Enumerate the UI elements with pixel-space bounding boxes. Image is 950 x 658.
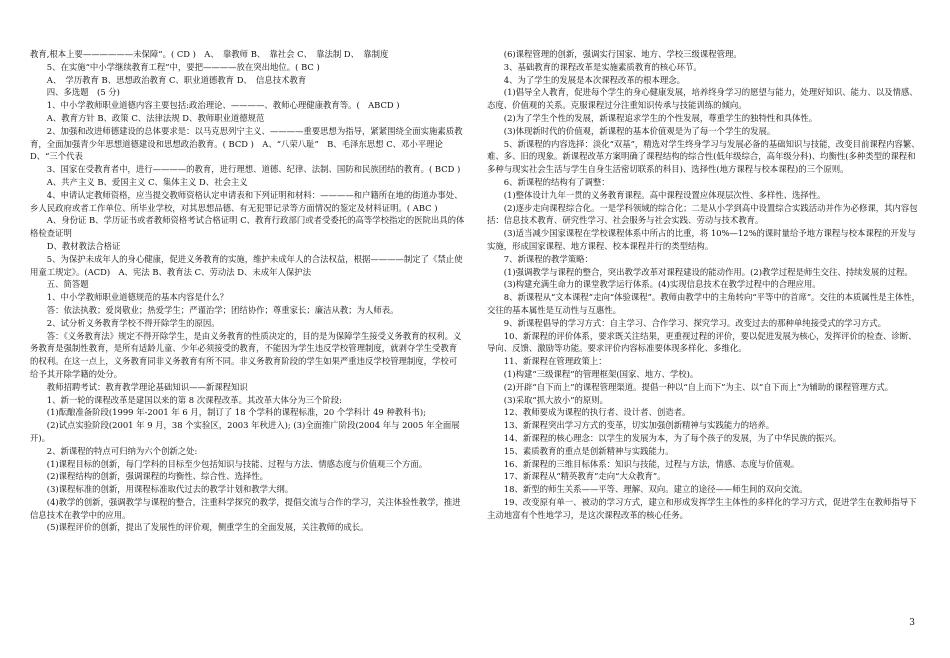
text-line: 2、新课程的特点可归纳为六个创新之处: [46,445,198,456]
text-line: (2)逐步走向课程综合化。一是学科领域的综合化；二是从小学到高中设置综合实践活动并作为必修课，其内容包括：信息技术教育、研究性学习、社会服务与社会实践、劳动与技术教育。 [487,202,918,226]
text-line: 2、加强和改进师德建设的总体要求是：以马克思列宁主义、————重要思想为指导，紧紧围绕全面实施素质教育，全面加强青少年思想道德建设和思想政治教育。( BCD ) A、“八荣八耻” B、毛泽东思想 C、邓小平理论 D、“三个代表 [30,125,463,162]
text-line: 19、改变原有单一、被动的学习方式，建立和形成发挥学生主体性的多样化的学习方式，促进学生在教师指导下主动地富有个性地学习，是这次课程改革的核心任务。 [487,496,917,520]
text-line: 17、新课程从“精英教育”走向“大众教育”。 [503,471,666,482]
section-heading: 四、多选题 (5 分) [46,87,120,98]
text-line: (2)试点实验阶段(2001 年 9 月，38 个实验区，2003 年秋进入); (3)全面推广阶段(2004 年与 2005 年全面展开)。 [30,420,460,443]
text-line: 1、新一轮的课程改革是建国以来的第 8 次课程改革。其改革大体分为三个阶段: [46,394,342,405]
text-line: A、教育方针 B、政策 C、法律法规 D、教师职业道德规范 [46,112,265,123]
text-line: (2)为了学生个性的发展，新课程追求学生的个性发展，尊重学生的独特性和具体性。 [503,112,818,123]
left-column [30,48,465,534]
text-line: 1、中小学教师职业道德规范的基本内容是什么？ [46,292,228,303]
right-column [487,48,922,521]
text-line: A、共产主义 B、爱国主义 C、集体主义 D、社会主义 [46,176,248,187]
text-line: 3、国家在受教育者中，进行————的教育，进行理想、道德、纪律、法制、国防和民族团结的教育。( BCD ) [46,164,461,175]
text-line: 4、申请认定教师资格，应当提交教师资格认定申请表和下列证明和材料：————和户籍所在地的街道办事处、乡人民政府或者工作单位、所毕业学校，对其思想品德、有无犯罪记录等方面情况的鉴定及材料证明。( ABC ) [30,189,463,213]
text-line: 14、新课程的核心理念：以学生的发展为本，为了每个孩子的发展，为了中华民族的振兴。 [503,432,842,443]
text-line: (1)构建“三级课程”的管理框架(国家、地方、学校)。 [503,368,699,379]
text-line: 5、在实施“中小学继续教育工程”中，要把————放在突出地位。( BC ) [46,61,320,72]
text-line: 16、新课程的三维目标体系：知识与技能，过程与方法，情感、态度与价值观。 [503,458,800,469]
text-line: A、 学历教育 B、思想政治教育 C、职业道德教育 D、 信息技术教育 [46,74,307,85]
text-line: 7、新课程的教学策略： [503,253,593,264]
text-line: (3)适当减少国家课程在学校课程体系中所占的比重，将 10%—12%的课时量给予地方课程与校本课程的开发与实施，形成国家课程、地方课程、校本课程并行的类型结构。 [487,228,916,251]
text-line: (1)课程目标的创新，每门学科的目标至少包括知识与技能、过程与方法、情感态度与价值观三个方面。 [46,458,428,469]
text-line: 8、新课程从“文本课程”走向“体验课程”。教师由教学中的主角转向“平等中的首席”。交往的本质属性是主体性，交往的基本属性是互动性与互惠性。 [487,292,921,315]
text-line: 5、新课程的内容选择：淡化“双基”，精选对学生终身学习与发展必备的基础知识与技能，改变目前课程内容繁、难、多、旧的现象。新课程改革方案明确了课程结构的综合性(低年级综合，高年级分科)、均衡性(多种类型的课程和多种与现实社会生活与学生自身生活密切联系的科目)、选择性(地方课程与校本课程)的三个原则。 [487,138,920,175]
text-line: (1)酝酿准备阶段(1999 年-2001 年 6 月，制订了 18 个学科的课程标准，20 个学科计 49 种教科书); [46,407,426,418]
text-line: (1)倡导全人教育，促进每个学生的身心健康发展，培养终身学习的愿望与能力，处理好知识、能力、以及情感、态度、价值观的关系。克服课程过分注重知识传承与技能训练的倾向。 [487,87,918,111]
text-line: 11、新课程在管理政策上： [503,356,607,367]
text-line: (2)课程结构的创新，强调课程的均衡性、综合性、选择性。 [46,471,269,482]
text-line: 教育,根本上要——————未保障”。( CD ) A、 靠教师 B、 靠社会 C、 靠法制 D、 靠制度 [30,49,389,59]
text-line: 9、新课程倡导的学习方式：自主学习、合作学习、探究学习。改变过去的那种单纯接受式的学习方式。 [503,317,886,328]
text-line: 1、中小学教师职业道德内容主要包括:政治理论、————、教师心理健康教育等。( ABCD ) [46,100,400,111]
text-line: (4)教学的创新，强调教学与课程的整合，注重科学探究的教学，提倡交流与合作的学习，关注体验性教学，推进信息技术在教学中的应用。 [30,496,461,520]
section-heading: 五、简答题 [46,279,89,290]
text-line: (6)课程管理的创新，强调实行国家、地方、学校三级课程管理。 [503,49,742,59]
text-line: 13、新课程突出学习方式的变革，切实加强创新精神与实践能力的培养。 [503,420,775,431]
text-line: 答：《义务教育法》规定不得开除学生，是由义务教育的性质决定的，目的是为保障学生接受义务教育的权利。义务教育是强制性教育，是所有适龄儿童、少年必须接受的教育，不能因为学生违反学校管理制度，就剥夺学生受教育的权利。在这一点上，义务教育同非义务教育有所不同。非义务教育阶段的学生如果严重违反学校管理制度，学校可给予其开除学籍的处分。 [30,330,462,379]
text-line: 10、新课程的评价体系，要求既关注结果，更重视过程的评价，要以促进发展为核心，发挥评价的检查、诊断、导向、反馈、激励等功能。要求评价内容标准要体现多样化、多维化。 [487,330,917,354]
text-line: 6、新课程的结构有了调整： [503,176,610,187]
text-line: D、教材教法合格证 [46,240,121,251]
text-line: 答：依法执教；爱岗敬业；热爱学生；严谨治学；团结协作；尊重家长；廉洁从教；为人师表。 [46,304,399,315]
text-line: (3)课程标准的创新，用课程标准取代过去的教学计划和教学大纲。 [46,484,294,495]
text-line: (3)构建充满生命力的课堂教学运行体系。(4)实现信息技术在教学过程中的合理应用。 [503,279,821,290]
text-line: (3)采取“抓大放小”的原则。 [503,394,608,405]
section-heading: 教师招聘考试：教育教学理论基础知识——新课程知识 [46,381,248,392]
text-line: 3、基础教育的课程改革是实施素质教育的核心环节。 [503,61,702,72]
text-line: (2)开辟“自下而上”的课程管理渠道。提倡一种以“自上而下”为主、以“自下而上”为辅助的课程管理方式。 [503,381,894,392]
text-line: A、身份证 B、学历证书或者教师资格考试合格证明 C、教育行政部门或者受委托的高等学校指定的医院出具的体格检查证明 [30,215,465,239]
text-line: (1)强调教学与课程的整合，突出教学改革对课程建设的能动作用。(2)教学过程是师生交往、持续发展的过程。 [503,266,913,277]
text-line: 15、素质教育的重点是创新精神与实践能力。 [503,445,674,456]
text-line: 5、为保护未成年人的身心健康，促进义务教育的实施，维护未成年人的合法权益，根据————制定了《禁止使用童工规定》。(ACD) A、宪法 B、教育法 C、劳动法 D、未成年人保护法 [30,253,463,277]
text-line: 4、为了学生的发展是本次课程改革的根本理念。 [503,74,685,85]
text-line: (3)体现新时代的价值观，新课程的基本价值观是为了每一个学生的发展。 [503,125,776,136]
text-line: (5)课程评价的创新，提出了发展性的评价观，侧重学生的全面发展，关注教师的成长。 [46,522,369,533]
page-number: 3 [909,618,915,628]
text-line: 18、新型的师生关系——平等、理解、双向。建立的途径——师生间的双向交流。 [503,484,808,495]
text-line: (1)整体设计九年一贯的义务教育课程。高中课程设置应体现层次性、多样性、选择性。 [503,189,826,200]
text-line: 2、试分析义务教育学校不得开除学生的原因。 [46,317,220,328]
text-line: 12、教师要成为课程的执行者、设计者、创造者。 [503,407,691,418]
